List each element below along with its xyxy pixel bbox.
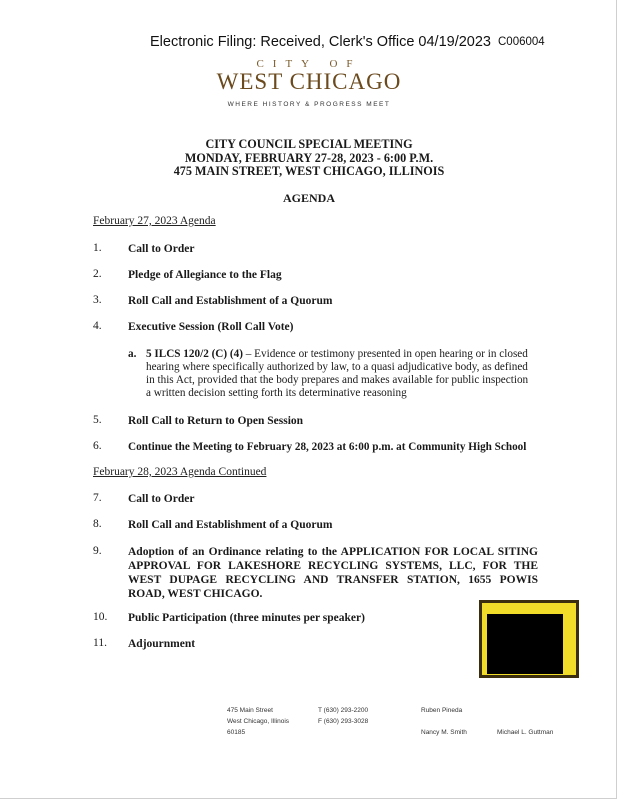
subitem-description: – Evidence or testimony presented in open hearing or in closed hearing where specifically authorized by law, to a quasi adjudicative body, as defined in this Act, provided that the body prepares and makes available for public inspection a written decision setting forth its determinative reasoning	[146, 348, 529, 399]
item-number: 10.	[93, 611, 108, 623]
item-text: Continue the Meeting to February 28, 2023 at 6:00 p.m. at Community High School	[128, 441, 527, 453]
item-number: 4.	[93, 320, 102, 332]
footer-address	[227, 705, 289, 738]
logo-city-name: WEST CHICAGO	[216, 69, 402, 94]
item-number: 8.	[93, 518, 102, 530]
item-number: 2.	[93, 268, 102, 280]
filing-stamp: Electronic Filing: Received, Clerk's Office 04/19/2023	[150, 34, 491, 50]
city-logo	[0, 58, 618, 108]
item-number: 11.	[93, 637, 107, 649]
redaction-blackout	[487, 614, 563, 674]
item-text: Adoption of an Ordinance relating to the APPLICATION FOR LOCAL SITING APPROVAL FOR LAKESHORE RECYCLING SYSTEMS, LLC, FOR THE WEST DUPAGE RECYCLING AND TRANSFER STATION, 1655 POWIS ROAD, WEST CHICAGO.	[128, 546, 538, 600]
agenda-title: AGENDA	[282, 191, 335, 205]
subitem-letter: a.	[128, 348, 137, 360]
meeting-title: CITY COUNCIL SPECIAL MEETING	[205, 137, 413, 151]
item-text: Public Participation (three minutes per speaker)	[128, 612, 365, 624]
meeting-header	[0, 138, 618, 179]
footer-street: 475 Main Street	[227, 707, 273, 714]
item-text: Call to Order	[128, 493, 195, 505]
item-text: Adjournment	[128, 638, 196, 650]
document-code: C006004	[498, 36, 545, 48]
footer-official-3: Michael L. Guttman	[497, 729, 554, 736]
item-number: 6.	[93, 440, 102, 452]
item-text: Pledge of Allegiance to the Flag	[128, 269, 282, 281]
item-text: Roll Call and Establishment of a Quorum	[128, 295, 333, 307]
footer-official-1: Ruben Pineda	[421, 707, 463, 714]
redaction-box	[479, 600, 579, 678]
section-heading-feb28: February 28, 2023 Agenda Continued	[93, 466, 267, 478]
footer-fax: F (630) 293-3028	[318, 718, 369, 725]
footer-contact	[318, 705, 368, 727]
logo-tagline: WHERE HISTORY & PROGRESS MEET	[227, 101, 391, 108]
item-number: 1.	[93, 242, 102, 254]
item-text: Roll Call to Return to Open Session	[128, 415, 304, 427]
item-text: Roll Call and Establishment of a Quorum	[128, 519, 333, 531]
meeting-date: MONDAY, FEBRUARY 27-28, 2023 - 6:00 P.M.	[184, 150, 434, 165]
footer-phone: T (630) 293-2200	[318, 707, 369, 714]
footer-city: West Chicago, Illinois	[227, 718, 290, 725]
subitem-text	[146, 348, 534, 400]
item-number: 5.	[93, 414, 102, 426]
footer-official-2: Nancy M. Smith	[421, 729, 467, 736]
logo-small-text: CITY OF	[256, 58, 362, 70]
footer-officials	[421, 705, 467, 738]
item-number: 3.	[93, 294, 102, 306]
statute-citation: 5 ILCS 120/2 (C) (4)	[146, 348, 243, 360]
footer-official-3-block	[497, 727, 553, 738]
item-text: Call to Order	[128, 243, 195, 255]
footer-zip: 60185	[227, 729, 246, 736]
meeting-address: 475 MAIN STREET, WEST CHICAGO, ILLINOIS	[173, 164, 445, 178]
section-heading-feb27: February 27, 2023 Agenda	[93, 215, 216, 227]
item-number: 9.	[93, 545, 102, 557]
item-text: Executive Session (Roll Call Vote)	[128, 321, 294, 333]
item-number: 7.	[93, 492, 102, 504]
